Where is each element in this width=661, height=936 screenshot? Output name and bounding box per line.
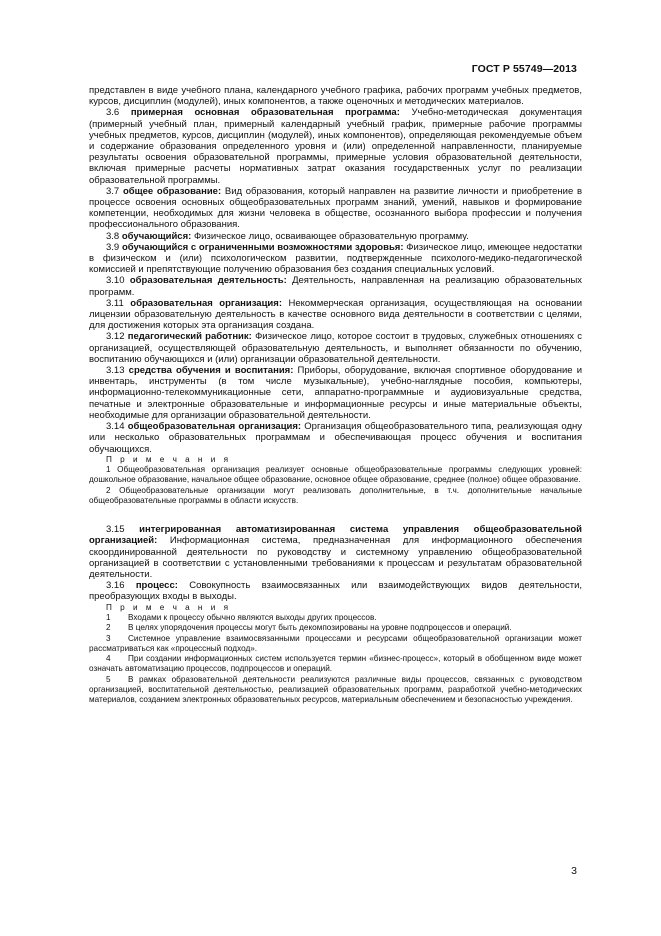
term: общее образование:: [122, 185, 222, 197]
definition-text: Физическое лицо, которое состоит в трудовых, служебных отношениях с организацией, осуществляющей образовательную деятельность, и выполняет обязанности по обучению, воспитанию обучающихся и (или) организации образовательной деятельности.: [89, 331, 583, 365]
definition-3-8: [89, 231, 582, 242]
note-text: При создании информационных систем используется термин «бизнес-процесс», который в обобщенном виде может означать автоматизацию процессов, подпроцессов и операций.: [89, 654, 582, 674]
note-text: Системное управление взаимосвязанными процессами и ресурсами общеобразовательной организации может рассматриваться как «процессный подход».: [89, 633, 582, 653]
term: процесс:: [135, 580, 178, 592]
clause-number: 3.15: [106, 524, 125, 536]
note-item: 1 Общеобразовательная организация реализует основные общеобразовательные программы следующих уровней: дошкольное образование, начальное общее образование, основное общее образование, среднее (полное) общее образование.: [89, 465, 582, 485]
note-number: 5: [106, 674, 111, 684]
note-number: 2: [106, 623, 111, 633]
definition-3-16: [89, 580, 582, 602]
clause-number: 3.11: [106, 297, 124, 309]
standard-header: ГОСТ Р 55749—2013: [471, 63, 577, 75]
clause-number: 3.8: [106, 230, 120, 242]
definition-text: Вид образования, который направлен на развитие личности и приобретение в процессе освоения основных общеобразовательных программ знаний, умений, навыков и формирование компетенции, необходимых для жизни человека в обществе, осознанного выбора профессии и получения профессионального образования.: [89, 185, 583, 231]
definition-text: Совокупность взаимосвязанных или взаимодействующих видов деятельности, преобразующих входы в выходы.: [89, 580, 583, 603]
term: образовательная деятельность:: [129, 275, 287, 287]
note-text: В целях упорядочения процессы могут быть декомпозированы на уровне подпроцессов и операций.: [128, 623, 512, 633]
term: обучающийся с ограниченными возможностями здоровья:: [121, 241, 404, 253]
clause-number: 3.7: [106, 185, 120, 197]
note-text: Входами к процессу обычно являются выходы других процессов.: [128, 612, 377, 622]
definition-3-14: [89, 421, 582, 455]
note-number: 3: [106, 633, 111, 643]
definition-text: Некоммерческая организация, осуществляющая на основании лицензии образовательную деятельность в качестве основного вида деятельности в соответствии с целями, для достижения которых эта организация создана.: [89, 297, 583, 332]
definition-3-13: [89, 365, 582, 421]
definition-text: Организация общеобразовательного типа, реализующая одну или несколько образовательных программам и обеспечивающая процесс обучения и воспитания обучающихся.: [89, 421, 582, 455]
term: интегрированная автоматизированная система управления общеобразовательной организацией:: [89, 524, 582, 547]
paragraph-continuation: представлен в виде учебного плана, календарного учебного графика, рабочих программ учебных предметов, курсов, дисциплин (модулей), иных компонентов, а также оценочных и методических материалов.: [89, 85, 582, 108]
note-item: [89, 623, 582, 633]
definition-3-6: [89, 107, 582, 185]
clause-number: 3.6: [106, 107, 120, 119]
note-item: [89, 675, 582, 706]
definition-text: Информационная система, предназначенная для информационного обеспечения скоординированной деятельности по руководству и системному управлению общеобразовательной организацией в соответствии с установленными требованиями к процессам и результатам образовательной деятельности.: [89, 535, 583, 580]
definition-3-7: [89, 186, 582, 231]
definition-3-9: [89, 242, 582, 276]
term: обучающийся:: [121, 230, 192, 242]
note-text: В рамках образовательной деятельности реализуются различные виды процессов, связанных с руководством организацией, воспитательной деятельностью, реализацией образовательных программ, разработкой учебно-методических материалов, созданием электронных образовательных ресурсов, материальным обеспечением и безопасностью учреждения.: [89, 674, 582, 705]
definition-text: Физическое лицо, имеющее недостатки в физическом и (или) психологическом развитии, подтвержденные психолого-медико-педагогической комиссией и препятствующие получению образования без создания специальных условий.: [89, 241, 583, 276]
clause-number: 3.14: [106, 421, 125, 433]
definition-text: Приборы, оборудование, включая спортивное оборудование и инвентарь, инструменты (в том числе музыкальные), учебно-наглядные пособия, компьютеры, информационно-телекоммуникационные сети, аппаратно-программные и аудиовизуальные средства, печатные и электронные образовательные и информационные ресурсы и иные материальные объекты, необходимые для организации образовательной деятельности.: [89, 365, 583, 421]
note-item: [89, 654, 582, 675]
definition-3-10: [89, 275, 582, 297]
clause-number: 3.10: [106, 275, 125, 287]
definition-text: Учебно-методическая документация (примерный учебный план, примерный календарный учебный график, примерные рабочие программы учебных предметов, курсов, дисциплин (модулей), иных компонентов), определяющая рекомендуемые объем и содержание образования определенного уровня и (или) определенной направленности, планируемые результаты освоения образовательной программы, примерные условия образовательной деятельности, включая примерные расчеты нормативных затрат оказания государственных услуг по реализации образовательной программы.: [89, 107, 582, 186]
note-item: [89, 613, 582, 623]
term: общеобразовательная организация:: [127, 421, 302, 433]
definition-text: Деятельность, направленная на реализацию образовательных программ.: [89, 275, 583, 298]
term: примерная основная образовательная программа:: [130, 107, 400, 119]
note-item: [89, 634, 582, 655]
clause-number: 3.12: [106, 331, 125, 343]
clause-number: 3.9: [106, 241, 120, 253]
note-number: 1: [106, 612, 111, 622]
document-body: [89, 85, 582, 706]
clause-number: 3.13: [106, 365, 125, 377]
notes-heading: П р и м е ч а н и я: [106, 602, 232, 612]
term: образовательная организация:: [130, 297, 282, 309]
definition-text: Физическое лицо, осваивающее образовательную программу.: [193, 230, 469, 242]
definition-3-11: [89, 298, 582, 332]
page-number: 3: [571, 865, 577, 877]
term: средства обучения и воспитания:: [128, 365, 294, 377]
definition-3-12: [89, 331, 582, 365]
term: педагогический работник:: [127, 331, 252, 343]
notes-heading: П р и м е ч а н и я: [106, 454, 232, 464]
definition-3-15: [89, 524, 582, 580]
note-item: 2 Общеобразовательные организации могут реализовать дополнительные, в т.ч. дополнительные начальные общеобразовательные программы в области искусств.: [89, 485, 582, 505]
note-number: 4: [106, 654, 111, 664]
clause-number: 3.16: [106, 580, 125, 592]
